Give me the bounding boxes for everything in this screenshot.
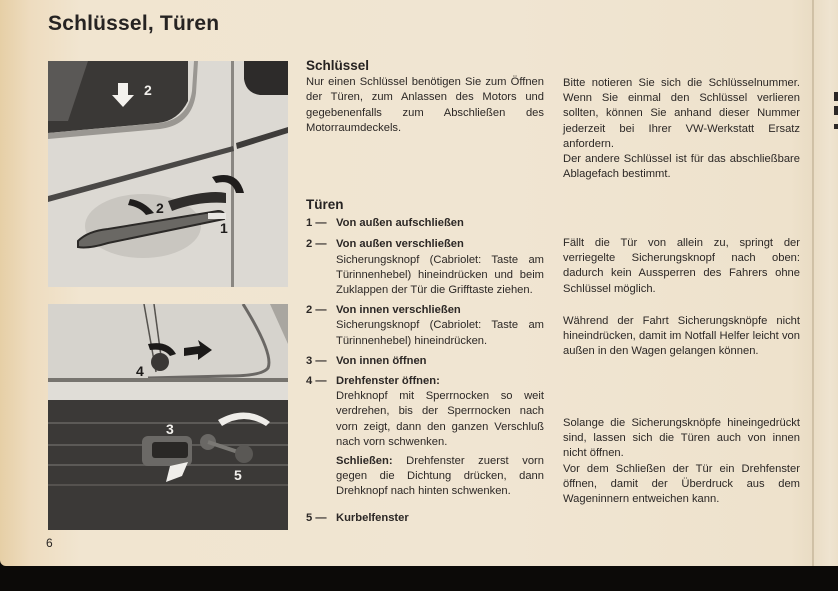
note-auto-lock: Fällt die Tür von allein zu, springt der verriegelte Sicherungsknopf nach oben: dadurch kein Aussperren des Fahrers ohne Schlüssel möglich. [563, 237, 800, 295]
item-title: Von außen verschließen [336, 238, 464, 251]
item-title: Von innen verschließen [336, 304, 461, 317]
figure-label: 2 [144, 82, 152, 98]
schluessel-notes [563, 76, 800, 182]
page-title: Schlüssel, Türen [48, 12, 220, 35]
door-interior-photo [48, 304, 288, 530]
next-page-edge-mark [834, 106, 838, 115]
item-title: Von innen öffnen [336, 354, 427, 367]
instruction-item: 4 — Drehfenster öffnen: Drehknopf mit Sperrnocken so weit verdrehen, bis der Sperrnocken nach vorn zeigt, dann den ganzen Verschluß nach vorn schwenken. Schließen: Drehfenster zuerst vorn gegen die Dichtung drücken, dann Drehknopf nach hinten schwenken. [306, 374, 544, 500]
schluessel-paragraph: Nur einen Schlüssel benötigen Sie zum Öffnen der Türen, zum Anlassen des Motors und gegebenenfalls zum Abschließen des Motorraumdeckels. [306, 76, 544, 134]
next-page-edge-mark [834, 124, 838, 129]
item-title: Drehfenster öffnen: [336, 375, 440, 388]
section-schluessel [306, 58, 544, 136]
figure-label: 4 [136, 363, 144, 379]
figure-label: 3 [166, 421, 174, 437]
instruction-item: 5 — Kurbelfenster [306, 511, 409, 524]
item-title: Kurbelfenster [336, 511, 409, 524]
note-pressure: Vor dem Schließen der Tür ein Drehfenster öffnen, damit der Überdruck aus dem Wageninnern entweichen kann. [563, 463, 800, 506]
instruction-item: 2 — Von außen verschließen Sicherungsknopf (Cabriolet: Taste am Türinnenhebel) hineindrücken und beim Zuklappen der Tür die Grifftaste ziehen. [306, 237, 544, 298]
item-title: Von außen aufschließen [336, 217, 464, 230]
figure-label: 1 [220, 220, 228, 236]
item-body: Sicherungsknopf (Cabriolet: Taste am Türinnenhebel) hineindrücken. [336, 319, 544, 347]
note-driving: Während der Fahrt Sicherungsknöpfe nicht hineindrücken, damit im Notfall Helfer leicht von außen in den Wagen gelangen können. [563, 315, 800, 358]
door-exterior-photo [48, 61, 288, 287]
instruction-item: 1 — Von außen aufschließen [306, 217, 464, 230]
section-heading: Schlüssel [306, 58, 370, 73]
item-body-closing: Schließen: Drehfenster zuerst vorn gegen die Dichtung drücken, dann Drehknopf nach hinten schwenken. [336, 455, 544, 498]
book-spine [812, 0, 814, 566]
instruction-item: 3 — Von innen öffnen [306, 354, 427, 367]
page-number: 6 [46, 536, 53, 550]
next-page-edge-mark [834, 92, 838, 101]
note-other-key: Der andere Schlüssel ist für das abschließbare Ablagefach bestimmt. [563, 153, 800, 181]
item-body: Drehknopf mit Sperrnocken so weit verdrehen, bis der Sperrnocken nach vorn zeigt, dann den ganzen Verschluß nach vorn schwenken. [336, 390, 544, 448]
figure-label: 2 [156, 200, 164, 216]
section-heading: Türen [306, 197, 344, 212]
note-key-number: Bitte notieren Sie sich die Schlüsselnummer. Wenn Sie einmal den Schlüssel verlieren sollten, können Sie anhand dieser Nummer jederzeit bei Ihrer VW-Werkstatt Ersatz anfordern. [563, 77, 800, 150]
item-body: Sicherungsknopf (Cabriolet: Taste am Türinnenhebel) hineindrücken und beim Zuklappen der Tür die Grifftaste ziehen. [336, 253, 544, 297]
note-inside-locked: Solange die Sicherungsknöpfe hineingedrückt sind, lassen sich die Türen auch von innen nicht öffnen. [563, 417, 800, 460]
section-tueren [306, 197, 544, 526]
instruction-item: 2 — Von innen verschließen Sicherungsknopf (Cabriolet: Taste am Türinnenhebel) hineindrücken. [306, 303, 544, 349]
figure-label: 5 [234, 467, 242, 483]
